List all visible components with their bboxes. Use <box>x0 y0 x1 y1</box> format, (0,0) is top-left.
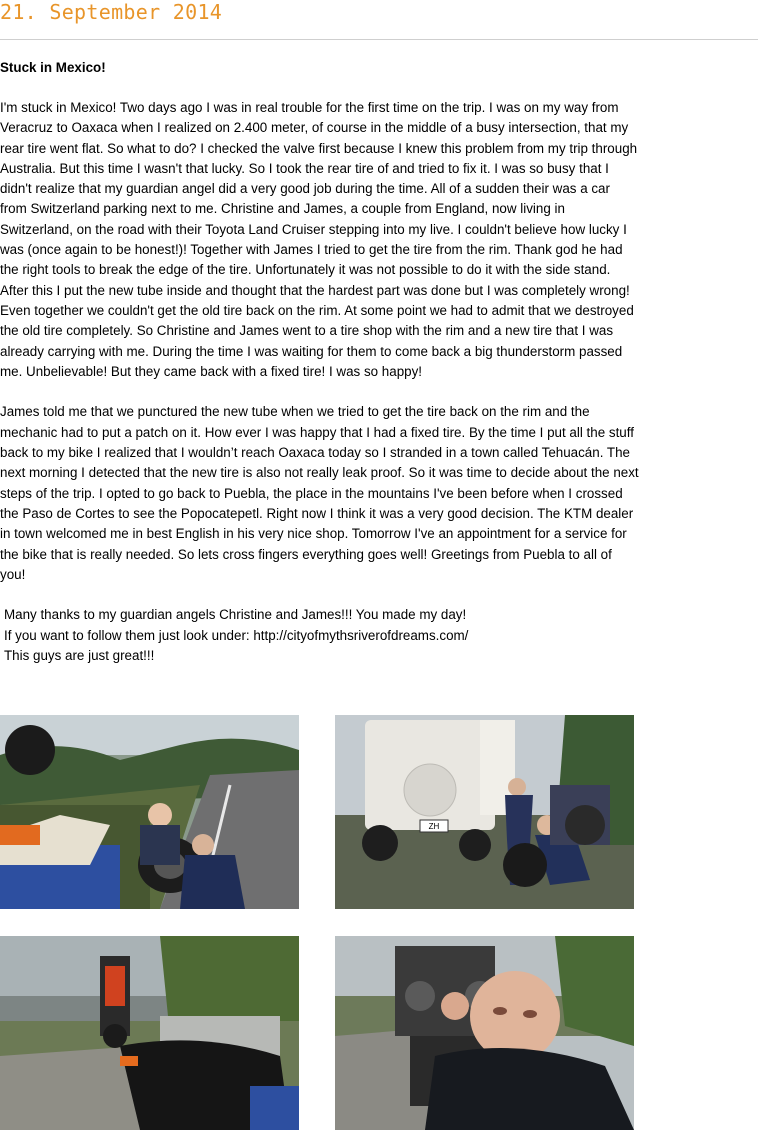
license-plate-text: ZH <box>428 822 440 831</box>
photo-selfie-fist-image <box>335 936 634 1130</box>
post-paragraph-1: I'm stuck in Mexico! Two days ago I was in real trouble for the first time on the trip. I was on my way from Veracruz to Oaxaca when I realized on 2.400 meter, of course in the middle of a busy intersection, that my rear tire went flat. So what to do? I checked the valve first because I knew this problem from my trip through Australia. But this time I wasn't that lucky. So I took the rear tire of and tried to fix it. I was so busy that I didn't realize that my guardian angel did a very good job during the time. All of a sudden their was a car from Switzerland parking next to me. Christine and James, a couple from England, now living in Switzerland, on the road with their Toyota Land Cruiser stepping into my live. I couldn't believe how lucky I was (once again to be honest!)! Together with James I tried to get the tire from the rim. Thank god he had the right tools to break the edge of the tire. Unfortunately it was not possible to do it with the side stand. After this I put the new tube inside and thought that the hardest part was done but I was completely wrong! Even together we couldn't get the old tire back on the rim. At some point we had to admit that we destroyed the old tire completely. So Christine and James went to a tire shop with the rim and a new tire that I was already carrying with me. During the time I was waiting for them to come back a big thunderstorm passed me. Unbelievable! But they came back with a fixed tire! I was so happy! <box>0 100 638 379</box>
photo-tire-repair-roadside[interactable] <box>0 715 299 909</box>
photo-selfie-fist[interactable] <box>335 936 634 1130</box>
thanks-line-2: If you want to follow them just look under: http://cityofmythsriverofdreams.com/ <box>4 627 469 643</box>
photo-bike-luggage[interactable] <box>0 936 299 1130</box>
thanks-line-3: This guys are just great!!! <box>4 648 155 664</box>
post-date: 21. September 2014 <box>0 0 223 24</box>
blog-post <box>0 58 640 666</box>
header-divider <box>0 39 758 40</box>
post-paragraph-2: James told me that we punctured the new tube when we tried to get the tire back on the rim and the mechanic had to put a patch on it. How ever I was happy that I had a fixed tire. By the time I put all the stuff back to my bike I realized that I wouldn’t reach Oaxaca today so I stranded in a town called Tehuacán. The next morning I detected that the new tire is also not really leak proof. So it was time to decide about the next steps of the trip. I opted to go back to Puebla, the place in the mountains I've been before when I crossed the Paso de Cortes to see the Popocatepetl. Right now I think it was a very good decision. The KTM dealer in town welcomed me in best English in his very nice shop. Tomorrow I've an appointment for a service for the bike that is really needed. So lets cross fingers everything goes well! Greetings from Puebla to all of you! <box>0 404 639 582</box>
thanks-line-1: Many thanks to my guardian angels Christine and James!!! You made my day! <box>4 607 467 623</box>
photo-camper-tire-repair-image <box>335 715 634 909</box>
photo-tire-repair-roadside-image <box>0 715 299 909</box>
post-title: Stuck in Mexico! <box>0 60 106 75</box>
photo-bike-luggage-image <box>0 936 299 1130</box>
photo-camper-tire-repair[interactable] <box>335 715 634 909</box>
